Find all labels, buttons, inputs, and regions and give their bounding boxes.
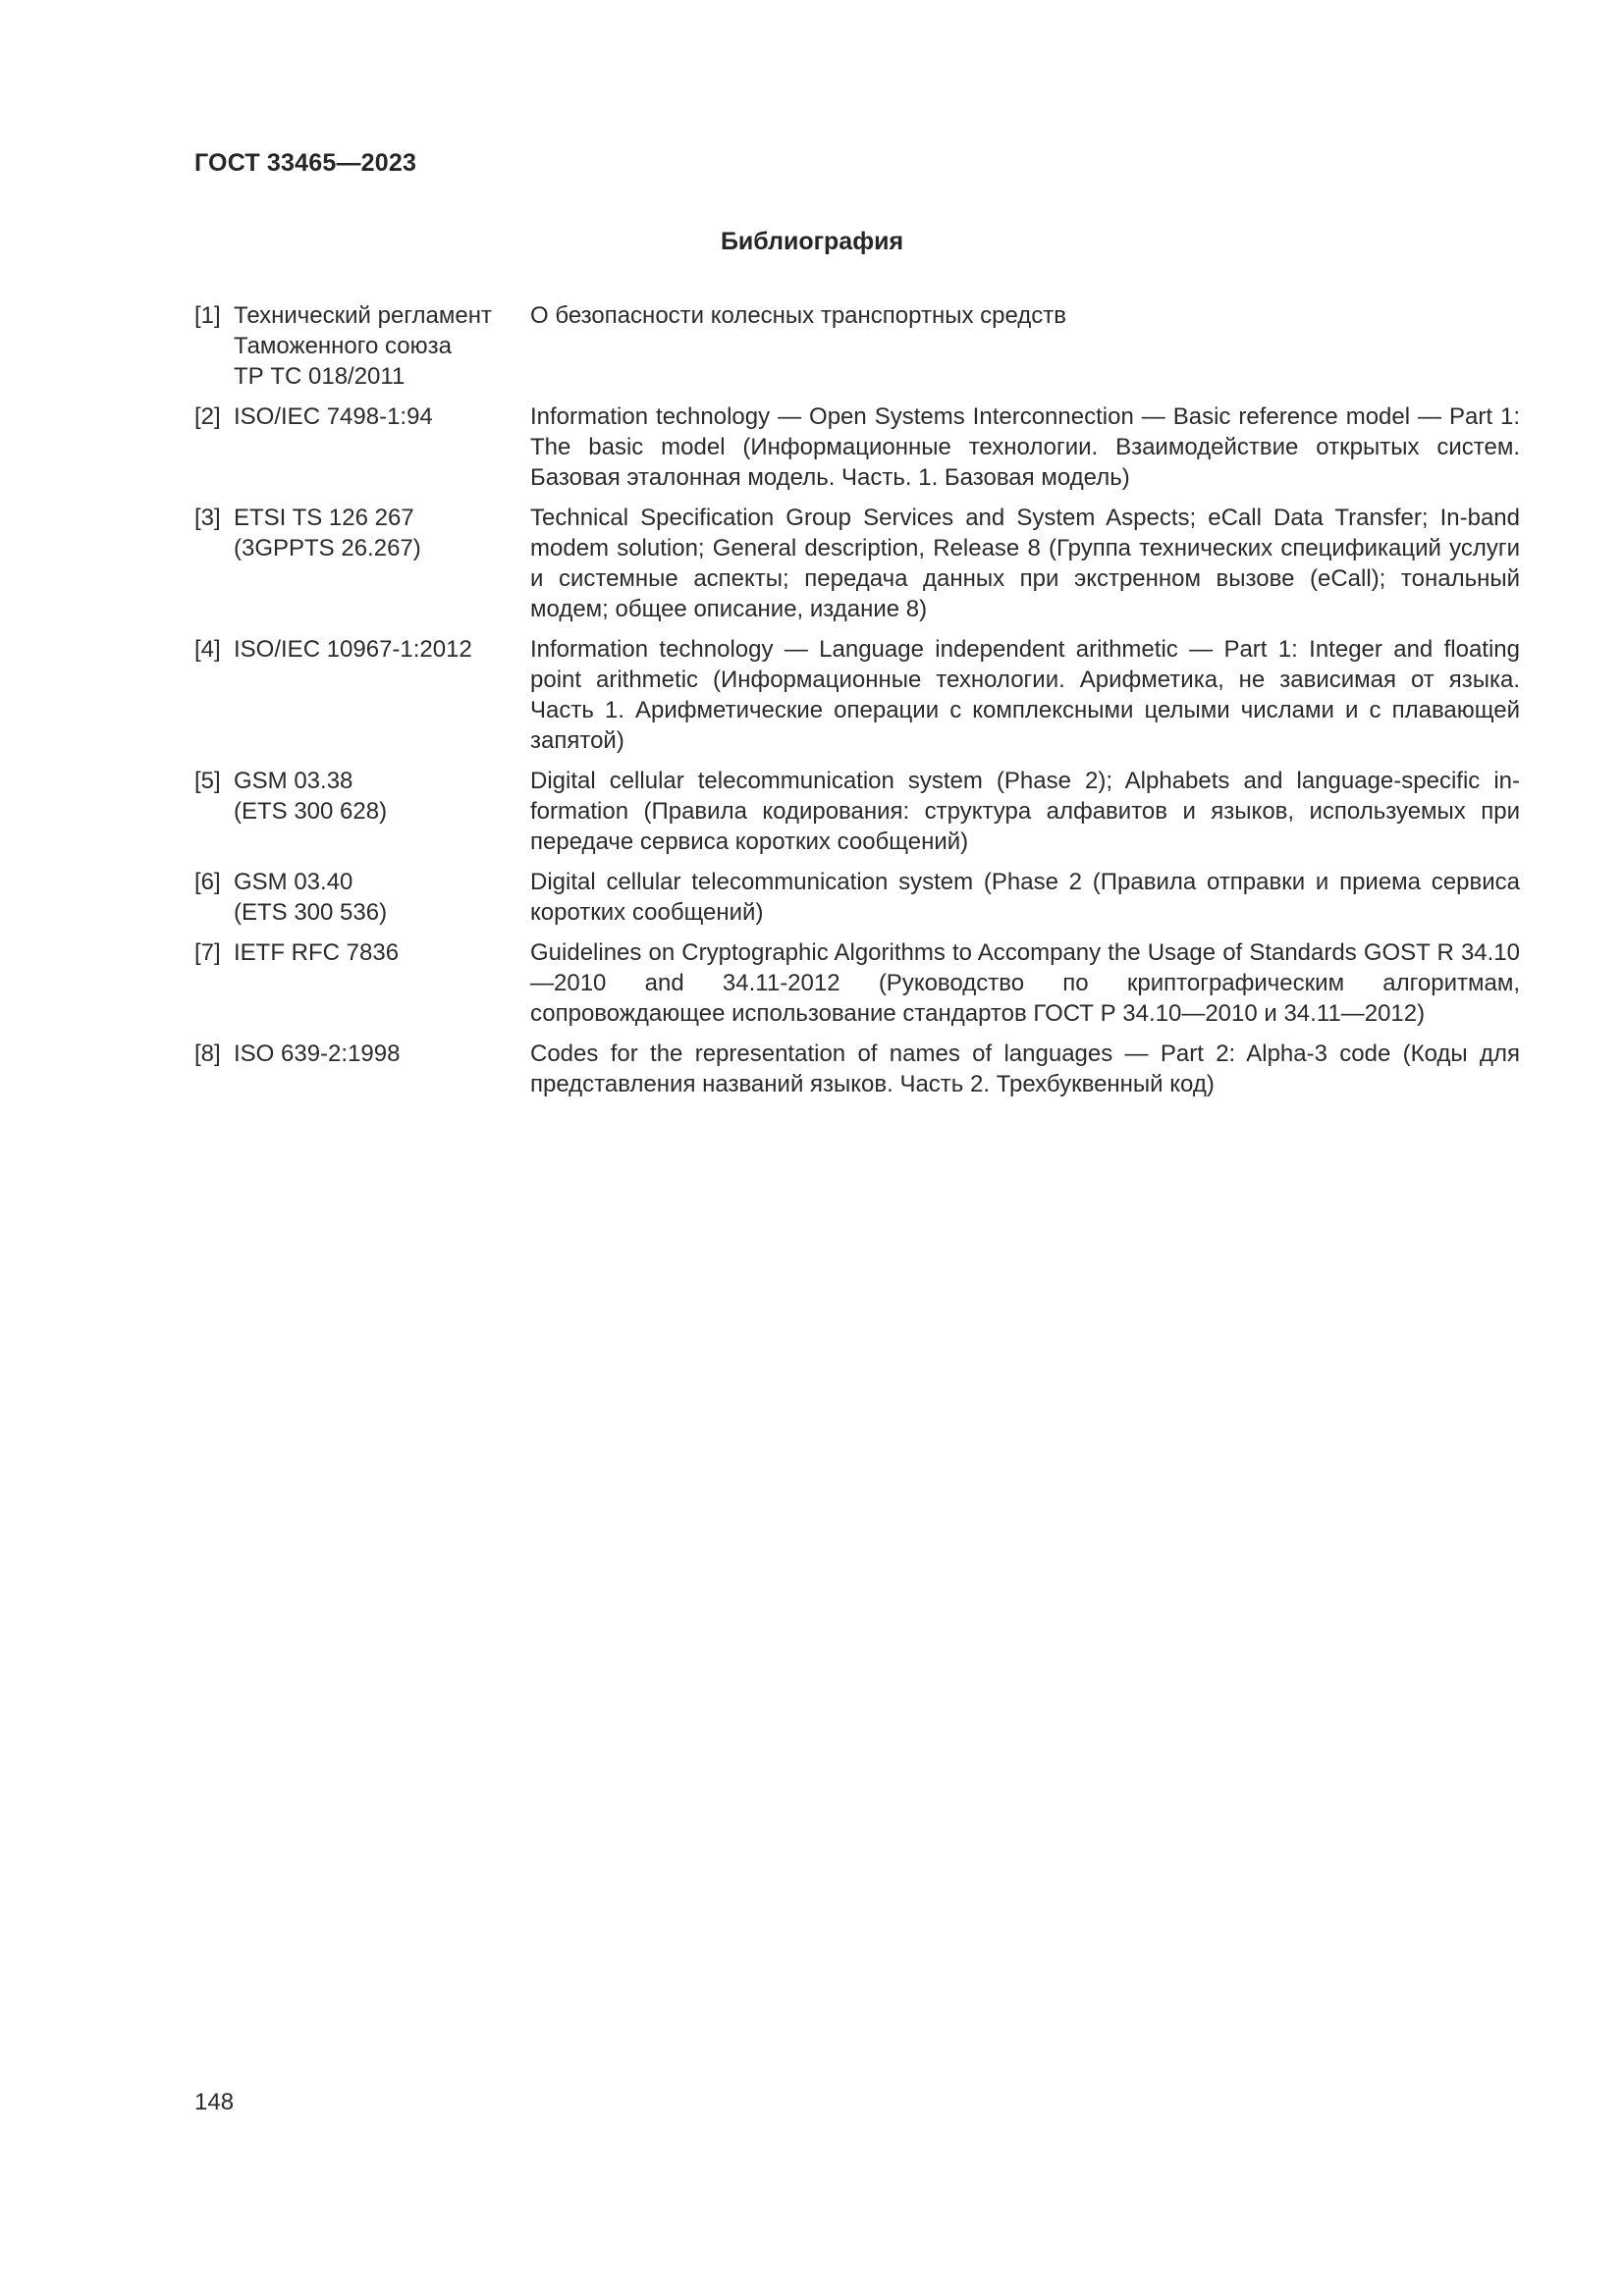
entry-description: Technical Specification Group Services and System Aspects; eCall Data Transfer; In-band modem solution; General description, Release 8 (Группа технических спецификаций услуги и системные аспекты; передача данных при экстренном вызове (eCall); тональный модем; общее описание, издание 8) (530, 505, 1520, 622)
entry-reference (234, 300, 530, 392)
entry-description: Information technology — Language independent arithmetic — Part 1: Integer and floating point arithmetic (Информационные технологии. Арифметика, не зависимая от языка. Часть 1. Арифметические операции с комплексными целыми числами и с плавающей запятой) (530, 636, 1520, 754)
entry-reference-line: (ETS 300 536) (234, 899, 388, 926)
entry-number: [6] (194, 869, 221, 895)
bibliography-entry (194, 503, 1520, 624)
bibliography-entry (194, 867, 1520, 928)
bibliography-entry (194, 1039, 1520, 1099)
entry-reference-line: ISO 639-2:1998 (234, 1041, 401, 1067)
bibliography-entry (194, 634, 1520, 756)
entry-reference (234, 766, 530, 827)
entry-reference (234, 634, 530, 665)
entry-reference (234, 867, 530, 928)
bibliography-entry (194, 766, 1520, 857)
entry-number: [2] (194, 403, 221, 430)
entry-reference (234, 937, 530, 968)
bibliography-entry (194, 937, 1520, 1029)
page-number: 148 (194, 2089, 235, 2115)
entry-reference-line: ISO/IEC 10967-1:2012 (234, 636, 472, 663)
entry-reference-line: ТР ТС 018/2011 (234, 363, 406, 390)
entry-reference-line: Таможенного союза (234, 333, 452, 359)
entry-description: Guidelines on Cryptographic Algorithms to Accompany the Usage of Standards GOST R 34.10—2010 and 34.11-2012 (Руководство по криптографическим алгоритмам, сопровождающее использование стандартов ГОСТ Р 34.10—2010 и 34.11—2012) (530, 939, 1520, 1027)
entry-reference (234, 401, 530, 432)
entry-reference-line: ISO/IEC 7498-1:94 (234, 403, 433, 430)
entry-number: [7] (194, 939, 221, 966)
entry-number: [5] (194, 768, 221, 794)
entry-reference-line: (ETS 300 628) (234, 798, 388, 825)
entry-reference-line: IETF RFC 7836 (234, 939, 400, 966)
bibliography-title: Библиография (720, 228, 904, 255)
entry-description: Digital cellular telecommunication system (Phase 2 (Правила отправки и приема сервиса коротких сообщений) (530, 869, 1520, 926)
standard-code-header: ГОСТ 33465—2023 (194, 149, 417, 177)
entry-reference (234, 1039, 530, 1069)
entry-reference-line: Технический регламент (234, 302, 492, 329)
entry-description: Codes for the representation of names of languages — Part 2: Alpha-3 code (Коды для представления названий языков. Часть 2. Трехбуквенный код) (530, 1041, 1520, 1097)
entry-description: Information technology — Open Systems Interconnection — Basic reference model — Part 1: The basic model (Информационные технологии. Взаимодействие открытых систем. Базовая эталонная модель. Часть. 1. Базовая модель) (530, 403, 1520, 491)
entry-reference-line: ETSI TS 126 267 (234, 505, 414, 531)
entry-reference-line: GSM 03.38 (234, 768, 353, 794)
entry-number: [8] (194, 1041, 221, 1067)
entry-description: О безопасности колесных транспортных средств (530, 302, 1067, 329)
bibliography-list (194, 300, 1520, 1109)
entry-reference-line: GSM 03.40 (234, 869, 353, 895)
bibliography-entry (194, 300, 1520, 392)
entry-reference-line: (3GPPTS 26.267) (234, 535, 421, 561)
entry-description: Digital cellular telecommunication system (Phase 2); Alphabets and language-specific information (Правила кодирования: структура алфавитов и языков, используемых при передаче сервиса коротких сообщений) (530, 768, 1520, 855)
entry-number: [4] (194, 636, 221, 663)
bibliography-entry (194, 401, 1520, 493)
entry-number: [3] (194, 505, 221, 531)
entry-reference (234, 503, 530, 563)
entry-number: [1] (194, 302, 221, 329)
